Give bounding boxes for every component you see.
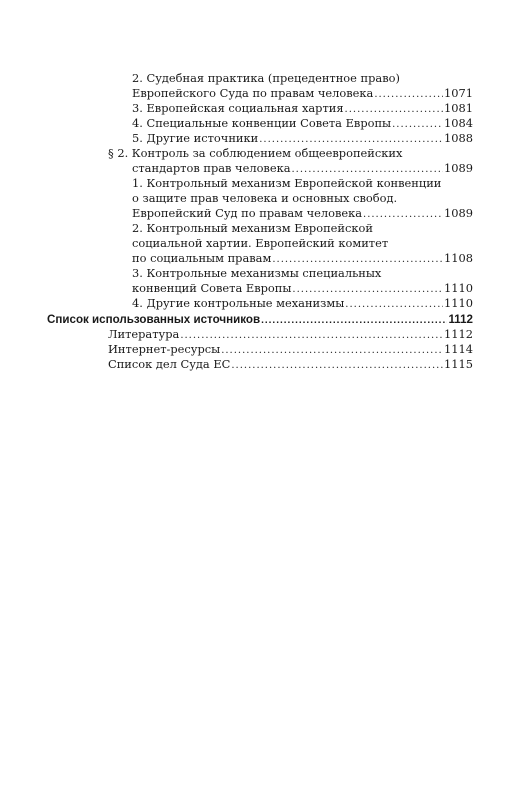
- toc-entry[interactable]: [132, 161, 473, 177]
- toc-page-number: 1081: [444, 101, 473, 115]
- toc-page-number: 1089: [444, 206, 473, 220]
- toc-entry-title: конвенций Совета Европы: [132, 281, 292, 295]
- toc-entry-line: 2. Контрольный механизм Европейской: [132, 221, 373, 235]
- toc-entry-title: Европейский Суд по правам человека: [132, 206, 363, 220]
- toc-entry[interactable]: [132, 281, 473, 297]
- dot-leader: [261, 313, 447, 328]
- toc-entry[interactable]: [132, 296, 473, 312]
- toc-entry-line: 3. Контрольные механизмы специальных: [132, 266, 382, 280]
- toc-page-number: 1108: [444, 251, 473, 265]
- toc-chapter-entry[interactable]: [47, 312, 473, 328]
- toc-section-line: § 2. Контроль за соблюдением общеевропейских: [108, 146, 403, 160]
- toc-entry-title: Интернет-ресурсы: [108, 342, 221, 356]
- dot-leader: [272, 252, 443, 267]
- toc-entry-title: по социальным правам: [132, 251, 272, 265]
- toc-chapter-title: Список использованных источников: [47, 313, 261, 326]
- toc-entry-title: Европейского Суда по правам человека: [132, 86, 374, 100]
- dot-leader: [292, 162, 444, 177]
- dot-leader: [374, 87, 443, 102]
- toc-page-number: 1110: [444, 281, 473, 295]
- dot-leader: [345, 102, 443, 117]
- toc-entry-line: о защите прав человека и основных свобод.: [132, 191, 398, 205]
- toc-entry-title: 3. Европейская социальная хартия: [132, 101, 344, 115]
- toc-entry-line: 1. Контрольный механизм Европейской конвенции: [132, 176, 442, 190]
- toc-page-number: 1084: [444, 116, 473, 130]
- toc-entry-title: Список дел Суда ЕС: [108, 357, 231, 371]
- toc-entry[interactable]: [132, 131, 473, 147]
- toc-entry-title: стандартов прав человека: [132, 161, 291, 175]
- toc-entry[interactable]: [108, 342, 473, 358]
- dot-leader: [180, 328, 443, 343]
- dot-leader: [345, 297, 443, 312]
- toc-entry-line: 2. Судебная практика (прецедентное право): [132, 71, 400, 85]
- toc-entry-title: 4. Специальные конвенции Совета Европы: [132, 116, 392, 130]
- toc-page-number: 1115: [444, 357, 473, 371]
- toc-page-number: 1089: [444, 161, 473, 175]
- toc-page-number: 1112: [448, 313, 473, 326]
- dot-leader: [221, 343, 443, 358]
- toc-entry-title: Литература: [108, 327, 180, 341]
- toc-page-number: 1112: [444, 327, 473, 341]
- dot-leader: [363, 207, 443, 222]
- toc-entry[interactable]: [108, 357, 473, 373]
- toc-entry[interactable]: [108, 327, 473, 343]
- toc-page-number: 1071: [444, 86, 473, 100]
- dot-leader: [392, 117, 443, 132]
- toc-entry-line: социальной хартии. Европейский комитет: [132, 236, 389, 250]
- toc-page-number: 1110: [444, 296, 473, 310]
- toc-page-number: 1114: [444, 342, 473, 356]
- toc-entry[interactable]: [132, 206, 473, 222]
- dot-leader: [259, 132, 443, 147]
- toc-entry[interactable]: [132, 101, 473, 117]
- toc-entry[interactable]: [132, 116, 473, 132]
- toc-page-number: 1088: [444, 131, 473, 145]
- toc-entry[interactable]: [132, 251, 473, 267]
- dot-leader: [292, 282, 443, 297]
- toc-entry[interactable]: [132, 86, 473, 102]
- toc-entry-title: 4. Другие контрольные механизмы: [132, 296, 345, 310]
- dot-leader: [231, 358, 443, 373]
- toc-entry-title: 5. Другие источники: [132, 131, 259, 145]
